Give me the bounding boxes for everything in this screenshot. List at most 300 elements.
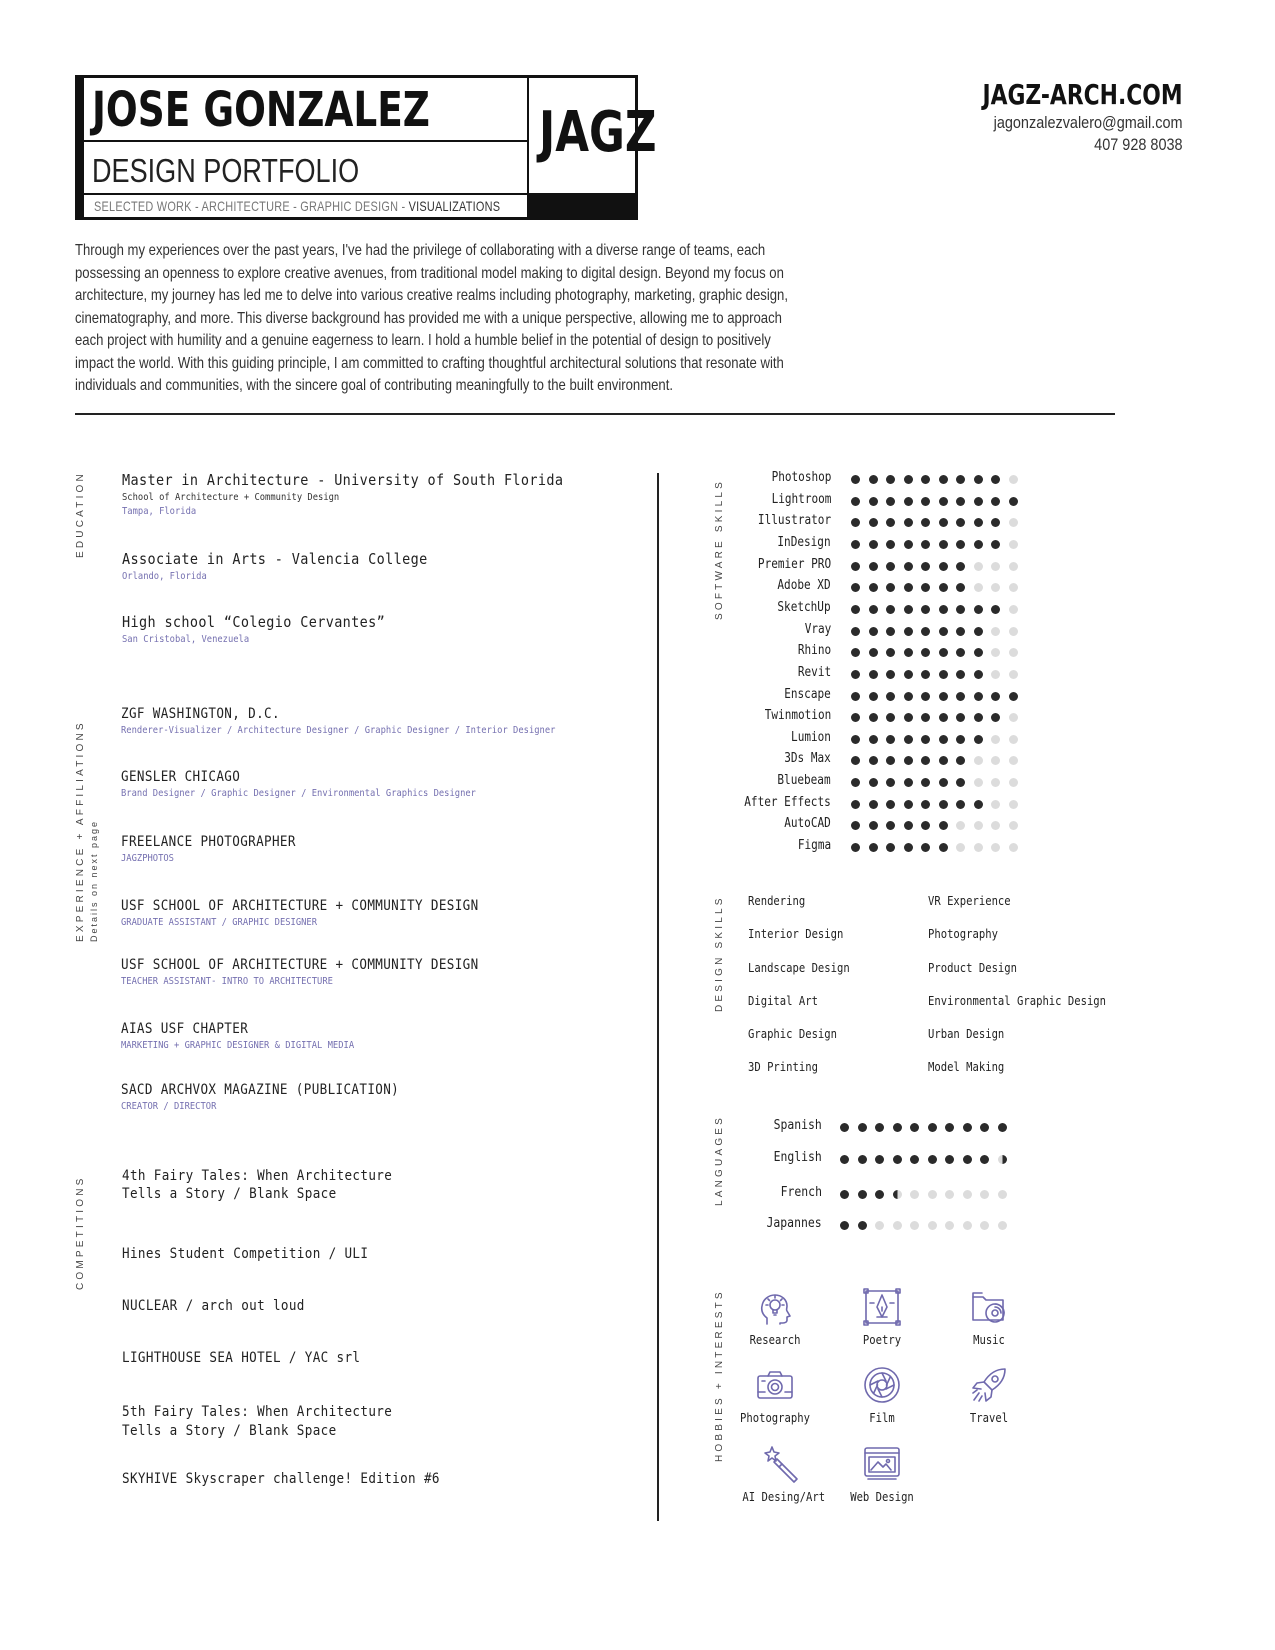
- experience-label-text: EXPERIENCE + AFFILIATIONS: [75, 720, 86, 942]
- design-skill: Urban Design: [928, 1027, 1005, 1041]
- rating-dot: [939, 562, 948, 571]
- rating-dot: [928, 1155, 937, 1164]
- competition-entry: [122, 1298, 325, 1314]
- skill-rating: [851, 540, 1018, 549]
- rating-dot: [956, 756, 965, 765]
- rating-dot: [869, 735, 878, 744]
- software-skill-name: Lumion: [791, 729, 831, 745]
- rating-dot: [840, 1190, 849, 1199]
- software-skill-row: [700, 468, 1090, 489]
- education-entry: [122, 613, 414, 645]
- hobby-film: [837, 1365, 927, 1425]
- magic-wand-icon: [762, 1444, 802, 1484]
- competition-line: 4th Fairy Tales: When Architecture: [122, 1168, 393, 1184]
- website-link[interactable]: JAGZ-ARCH.COM: [982, 78, 1183, 111]
- software-skill-name: Illustrator: [757, 513, 831, 529]
- rating-dot: [1009, 821, 1018, 830]
- rating-dot: [904, 497, 913, 506]
- skill-rating: [851, 605, 1018, 614]
- design-skill: Environmental Graphic Design: [928, 994, 1107, 1008]
- rating-dot: [869, 562, 878, 571]
- rating-dot: [945, 1221, 954, 1230]
- rating-dot: [886, 800, 895, 809]
- rating-dot: [921, 821, 930, 830]
- rating-dot: [904, 843, 913, 852]
- rating-dot: [851, 800, 860, 809]
- rating-dot: [886, 648, 895, 657]
- rating-dot: [1009, 843, 1018, 852]
- rating-dot: [886, 735, 895, 744]
- rating-dot: [921, 670, 930, 679]
- rating-dot: [991, 692, 1000, 701]
- rating-dot: [1009, 713, 1018, 722]
- rating-dot: [886, 843, 895, 852]
- skill-rating: [851, 778, 1018, 787]
- rating-dot: [904, 800, 913, 809]
- rating-dot: [851, 756, 860, 765]
- music-folder-icon: [969, 1287, 1009, 1327]
- rating-dot: [921, 605, 930, 614]
- hobby-label: Travel: [969, 1411, 1009, 1425]
- rating-dot: [991, 497, 1000, 506]
- competition-line: SKYHIVE Skyscraper challenge! Edition #6: [122, 1471, 440, 1487]
- rating-dot: [904, 562, 913, 571]
- rating-dot: [875, 1155, 884, 1164]
- rating-dot: [974, 843, 983, 852]
- rating-dot: [851, 648, 860, 657]
- education-place: Orlando, Florida: [122, 571, 207, 582]
- skill-rating: [851, 670, 1018, 679]
- title-divider: [84, 140, 527, 142]
- skill-rating: [851, 497, 1018, 506]
- rating-dot: [921, 692, 930, 701]
- rating-dot: [921, 648, 930, 657]
- language-rating: [840, 1190, 1007, 1199]
- rating-dot: [928, 1190, 937, 1199]
- education-entry: [122, 471, 612, 517]
- rating-dot: [980, 1123, 989, 1132]
- rating-dot: [939, 605, 948, 614]
- rating-dot: [998, 1155, 1007, 1164]
- selected-work-prefix: SELECTED WORK - ARCHITECTURE - GRAPHIC DESIGN -: [94, 198, 409, 214]
- phone-number: 407 928 8038: [1094, 135, 1183, 154]
- software-skill-row: [700, 836, 1090, 857]
- rating-dot: [851, 778, 860, 787]
- rating-dot: [904, 518, 913, 527]
- rating-dot: [869, 778, 878, 787]
- education-title: High school “Colegio Cervantes”: [122, 613, 386, 631]
- rating-dot: [869, 713, 878, 722]
- rating-dot: [939, 843, 948, 852]
- rating-dot: [939, 821, 948, 830]
- software-skill-name: Vray: [804, 621, 831, 637]
- rating-dot: [991, 800, 1000, 809]
- contact-block: [926, 78, 1183, 155]
- rating-dot: [851, 713, 860, 722]
- competition-line: Tells a Story / Blank Space: [122, 1186, 337, 1202]
- rating-dot: [921, 713, 930, 722]
- rating-dot: [910, 1155, 919, 1164]
- rating-dot: [991, 562, 1000, 571]
- software-skill-name: Revit: [797, 664, 831, 680]
- title-divider: [84, 193, 527, 195]
- software-skill-row: [700, 749, 1090, 770]
- software-skill-row: [700, 555, 1090, 576]
- hobby-label: Web Design: [850, 1490, 914, 1504]
- language-row: [700, 1116, 1020, 1138]
- design-skill: VR Experience: [928, 894, 1011, 908]
- rating-dot: [858, 1190, 867, 1199]
- rating-dot: [858, 1123, 867, 1132]
- name-heading: JOSE GONZALEZ: [92, 82, 430, 138]
- competitions-label: COMPETITIONS: [75, 1175, 86, 1290]
- language-rating: [840, 1155, 1007, 1164]
- rating-dot: [939, 583, 948, 592]
- skill-rating: [851, 756, 1018, 765]
- rating-dot: [956, 540, 965, 549]
- rating-dot: [921, 583, 930, 592]
- software-skill-name: Adobe XD: [777, 578, 831, 594]
- competition-entry: [122, 1168, 422, 1202]
- hobby-label: Research: [749, 1333, 801, 1347]
- rating-dot: [956, 778, 965, 787]
- rating-dot: [928, 1123, 937, 1132]
- rating-dot: [939, 518, 948, 527]
- rating-dot: [869, 497, 878, 506]
- rating-dot: [893, 1221, 902, 1230]
- software-skill-row: [700, 533, 1090, 554]
- software-skill-name: AutoCAD: [784, 816, 831, 832]
- rating-dot: [851, 670, 860, 679]
- design-skill: Digital Art: [748, 994, 818, 1008]
- language-rating: [840, 1123, 1007, 1132]
- design-skill: Photography: [928, 927, 998, 941]
- rating-dot: [991, 756, 1000, 765]
- rating-dot: [1009, 540, 1018, 549]
- rating-dot: [858, 1155, 867, 1164]
- email-link[interactable]: jagonzalezvalero@gmail.com: [994, 113, 1183, 132]
- rating-dot: [875, 1123, 884, 1132]
- rating-dot: [869, 627, 878, 636]
- software-skill-row: [700, 663, 1090, 684]
- rating-dot: [974, 475, 983, 484]
- design-skill: 3D Printing: [748, 1060, 818, 1074]
- rating-dot: [945, 1155, 954, 1164]
- rating-dot: [974, 670, 983, 679]
- hobby-music: [944, 1287, 1034, 1347]
- rating-dot: [851, 821, 860, 830]
- rating-dot: [1009, 735, 1018, 744]
- portfolio-subtitle: DESIGN PORTFOLIO: [92, 152, 360, 189]
- rating-dot: [904, 540, 913, 549]
- rating-dot: [939, 497, 948, 506]
- rating-dot: [974, 605, 983, 614]
- software-skills-label: SOFTWARE SKILLS: [714, 479, 725, 620]
- language-name: Japannes: [766, 1216, 822, 1231]
- software-skill-row: [700, 511, 1090, 532]
- education-entry: [122, 550, 462, 582]
- language-row: [700, 1183, 1020, 1205]
- rating-dot: [980, 1155, 989, 1164]
- rating-dot: [886, 821, 895, 830]
- hobby-label: AI Desing/Art: [742, 1490, 826, 1504]
- skill-rating: [851, 518, 1018, 527]
- experience-title: USF SCHOOL OF ARCHITECTURE + COMMUNITY DESIGN: [121, 898, 479, 914]
- rating-dot: [939, 692, 948, 701]
- rating-dot: [869, 670, 878, 679]
- experience-role: CREATOR / DIRECTOR: [121, 1101, 217, 1112]
- rating-dot: [910, 1123, 919, 1132]
- selected-work-line: [94, 198, 500, 214]
- experience-role: Brand Designer / Graphic Designer / Environmental Graphics Designer: [121, 788, 476, 799]
- web-image-icon: [862, 1444, 902, 1484]
- software-skill-row: [700, 641, 1090, 662]
- skill-rating: [851, 562, 1018, 571]
- rating-dot: [991, 821, 1000, 830]
- rating-dot: [1009, 475, 1018, 484]
- design-skill: Interior Design: [748, 927, 844, 941]
- rating-dot: [875, 1190, 884, 1199]
- software-skill-name: Premier PRO: [757, 556, 831, 572]
- rating-dot: [991, 778, 1000, 787]
- language-name: French: [780, 1185, 822, 1200]
- software-skill-row: [700, 728, 1090, 749]
- rating-dot: [945, 1123, 954, 1132]
- software-skill-name: Bluebeam: [777, 773, 831, 789]
- rating-dot: [974, 648, 983, 657]
- rating-dot: [921, 540, 930, 549]
- lightbulb-head-icon: [755, 1287, 795, 1327]
- rating-dot: [998, 1190, 1007, 1199]
- skill-rating: [851, 735, 1018, 744]
- rating-dot: [1009, 562, 1018, 571]
- competition-entry: [122, 1404, 422, 1439]
- experience-role: MARKETING + GRAPHIC DESIGNER & DIGITAL MEDIA: [121, 1040, 355, 1051]
- rating-dot: [921, 735, 930, 744]
- rating-dot: [869, 800, 878, 809]
- software-skill-row: [700, 685, 1090, 706]
- language-rating: [840, 1221, 1007, 1230]
- rating-dot: [939, 627, 948, 636]
- rating-dot: [939, 756, 948, 765]
- skill-rating: [851, 692, 1018, 701]
- languages-label: LANGUAGES: [714, 1114, 725, 1206]
- rating-dot: [869, 518, 878, 527]
- intro-paragraph: Through my experiences over the past years, I've had the privilege of collaborating with a diverse range of teams, each possessing an openness to explore creative avenues, from traditional model making to digital design. Beyond my focus on architecture, my journey has led me to delve into various creative realms including photography, marketing, graphic design, cinematography, and more. This diverse background has provided me with a unique perspective, allowing me to approach each project with humility and a genuine eagerness to learn. I hold a humble belief in the potential of design to positively impact the world. With this guiding principle, I am committed to crafting thoughtful architectural solutions that resonate with individuals and communities, with the sincere goal of contributing meaningfully to the built environment.: [75, 242, 788, 394]
- experience-role: GRADUATE ASSISTANT / GRAPHIC DESIGNER: [121, 917, 318, 928]
- rating-dot: [921, 843, 930, 852]
- rating-dot: [1009, 583, 1018, 592]
- rating-dot: [1009, 627, 1018, 636]
- rating-dot: [956, 821, 965, 830]
- experience-label: [75, 720, 99, 942]
- rating-dot: [956, 692, 965, 701]
- rating-dot: [851, 692, 860, 701]
- software-skill-name: SketchUp: [777, 599, 831, 615]
- rating-dot: [974, 713, 983, 722]
- rating-dot: [904, 605, 913, 614]
- rating-dot: [991, 713, 1000, 722]
- software-skill-row: [700, 620, 1090, 641]
- rating-dot: [1009, 670, 1018, 679]
- rating-dot: [869, 540, 878, 549]
- experience-title: ZGF WASHINGTON, D.C.: [121, 706, 280, 722]
- rating-dot: [893, 1155, 902, 1164]
- language-name: English: [773, 1150, 822, 1165]
- rating-dot: [974, 821, 983, 830]
- rating-dot: [840, 1123, 849, 1132]
- hobby-label: Photography: [740, 1411, 810, 1425]
- title-block: [75, 75, 657, 220]
- skill-rating: [851, 583, 1018, 592]
- software-skill-row: [700, 771, 1090, 792]
- education-title: Master in Architecture - University of South Florida: [122, 471, 564, 489]
- competition-entry: [122, 1350, 387, 1366]
- rating-dot: [851, 497, 860, 506]
- column-divider: [657, 473, 659, 1521]
- skill-rating: [851, 713, 1018, 722]
- rating-dot: [851, 627, 860, 636]
- software-skill-name: Photoshop: [771, 470, 831, 485]
- rating-dot: [904, 756, 913, 765]
- rating-dot: [939, 648, 948, 657]
- rating-dot: [1009, 605, 1018, 614]
- rating-dot: [956, 475, 965, 484]
- experience-title: USF SCHOOL OF ARCHITECTURE + COMMUNITY DESIGN: [121, 957, 479, 973]
- rating-dot: [1009, 756, 1018, 765]
- rating-dot: [921, 497, 930, 506]
- rating-dot: [974, 778, 983, 787]
- design-skill: Landscape Design: [748, 961, 850, 975]
- rating-dot: [921, 518, 930, 527]
- rating-dot: [904, 475, 913, 484]
- rating-dot: [869, 475, 878, 484]
- rating-dot: [851, 518, 860, 527]
- competition-line: NUCLEAR / arch out loud: [122, 1298, 305, 1314]
- skill-rating: [851, 821, 1018, 830]
- experience-role: Renderer-Visualizer / Architecture Designer / Graphic Designer / Interior Designer: [121, 725, 556, 736]
- rating-dot: [963, 1123, 972, 1132]
- hobby-photography: [730, 1365, 820, 1425]
- rating-dot: [886, 475, 895, 484]
- rocket-icon: [969, 1365, 1009, 1405]
- rating-dot: [974, 540, 983, 549]
- hobby-label: Film: [869, 1411, 895, 1425]
- rating-dot: [921, 778, 930, 787]
- rating-dot: [851, 540, 860, 549]
- rating-dot: [963, 1155, 972, 1164]
- competition-line: Tells a Story / Blank Space: [122, 1423, 337, 1439]
- competition-entry: [122, 1471, 475, 1487]
- software-skill-name: Enscape: [784, 686, 831, 702]
- rating-dot: [921, 475, 930, 484]
- experience-entry: [121, 834, 315, 864]
- rating-dot: [974, 518, 983, 527]
- software-skill-row: [700, 598, 1090, 619]
- rating-dot: [939, 735, 948, 744]
- rating-dot: [945, 1190, 954, 1199]
- software-skill-name: Lightroom: [771, 491, 831, 507]
- experience-title: GENSLER CHICAGO: [121, 769, 241, 785]
- competition-line: Hines Student Competition / ULI: [122, 1246, 369, 1262]
- software-skill-row: [700, 576, 1090, 597]
- rating-dot: [939, 778, 948, 787]
- competition-line: 5th Fairy Tales: When Architecture: [122, 1404, 393, 1420]
- education-place: San Cristobal, Venezuela: [122, 634, 250, 645]
- software-skill-name: Figma: [797, 838, 831, 854]
- experience-role: JAGZPHOTOS: [121, 853, 174, 864]
- education-school: School of Architecture + Community Design: [122, 492, 340, 503]
- rating-dot: [869, 843, 878, 852]
- rating-dot: [956, 843, 965, 852]
- rating-dot: [893, 1123, 902, 1132]
- rating-dot: [904, 627, 913, 636]
- rating-dot: [963, 1221, 972, 1230]
- rating-dot: [869, 692, 878, 701]
- skill-rating: [851, 800, 1018, 809]
- experience-entry: [121, 1021, 386, 1051]
- rating-dot: [904, 670, 913, 679]
- rating-dot: [991, 583, 1000, 592]
- skill-rating: [851, 843, 1018, 852]
- rating-dot: [991, 540, 1000, 549]
- language-row: [700, 1214, 1020, 1236]
- selected-work-last: VISUALIZATIONS: [408, 198, 501, 214]
- rating-dot: [956, 562, 965, 571]
- skill-rating: [851, 627, 1018, 636]
- rating-dot: [998, 1123, 1007, 1132]
- hobby-poetry: [837, 1287, 927, 1347]
- education-title: Associate in Arts - Valencia College: [122, 550, 428, 568]
- rating-dot: [886, 497, 895, 506]
- rating-dot: [956, 735, 965, 744]
- rating-dot: [939, 713, 948, 722]
- software-skill-name: InDesign: [777, 534, 831, 550]
- rating-dot: [991, 648, 1000, 657]
- aperture-icon: [862, 1365, 902, 1405]
- rating-dot: [974, 627, 983, 636]
- rating-dot: [974, 562, 983, 571]
- rating-dot: [886, 540, 895, 549]
- experience-entry: [121, 769, 524, 799]
- rating-dot: [851, 605, 860, 614]
- skill-rating: [851, 475, 1018, 484]
- rating-dot: [904, 583, 913, 592]
- rating-dot: [904, 692, 913, 701]
- rating-dot: [840, 1155, 849, 1164]
- software-skill-row: [700, 706, 1090, 727]
- rating-dot: [921, 800, 930, 809]
- rating-dot: [1009, 800, 1018, 809]
- rating-dot: [904, 713, 913, 722]
- rating-dot: [840, 1221, 849, 1230]
- rating-dot: [956, 648, 965, 657]
- rating-dot: [980, 1221, 989, 1230]
- rating-dot: [851, 843, 860, 852]
- rating-dot: [904, 821, 913, 830]
- rating-dot: [939, 475, 948, 484]
- rating-dot: [974, 692, 983, 701]
- rating-dot: [974, 756, 983, 765]
- rating-dot: [921, 562, 930, 571]
- experience-title: AIAS USF CHAPTER: [121, 1021, 249, 1037]
- design-skill: Graphic Design: [748, 1027, 838, 1041]
- rating-dot: [886, 756, 895, 765]
- rating-dot: [851, 475, 860, 484]
- hobbies-label: HOBBIES + INTERESTS: [714, 1289, 725, 1462]
- hobby-travel: [944, 1365, 1034, 1425]
- rating-dot: [980, 1190, 989, 1199]
